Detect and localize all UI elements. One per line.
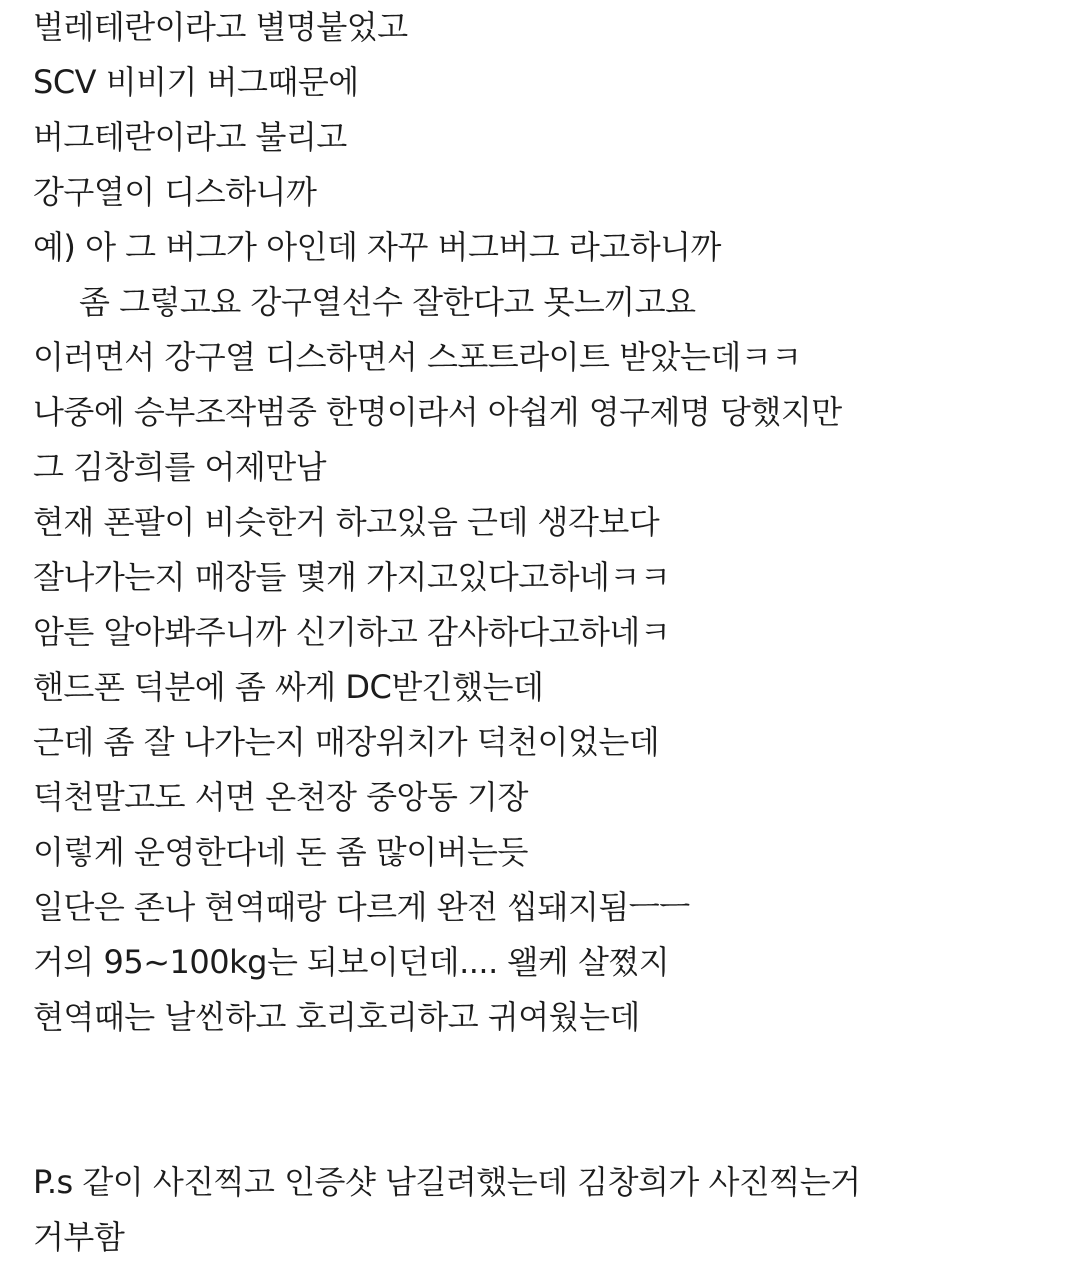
post-line: SCV 비비기 버그때문에 — [33, 63, 359, 101]
post-line: 현역때는 날씬하고 호리호리하고 귀여웠는데 — [33, 998, 640, 1036]
post-line: 그 김창희를 어제만남 — [33, 448, 327, 486]
post-line-indented: 좀 그렇고요 강구열선수 잘한다고 못느끼고요 — [79, 283, 696, 321]
post-line: 현재 폰팔이 비슷한거 하고있음 근데 생각보다 — [33, 503, 660, 541]
post-line: 이렇게 운영한다네 돈 좀 많이버는듯 — [33, 833, 528, 871]
post-line: 근데 좀 잘 나가는지 매장위치가 덕천이었는데 — [33, 723, 660, 761]
post-body — [33, 0, 1063, 1265]
post-line: 버그테란이라고 불리고 — [33, 118, 347, 156]
post-line: 거의 95~100kg는 되보이던데.... 왤케 살쪘지 — [33, 943, 670, 981]
post-line: 이러면서 강구열 디스하면서 스포트라이트 받았는데ㅋㅋ — [33, 338, 802, 376]
post-line: 예) 아 그 버그가 아인데 자꾸 버그버그 라고하니까 — [33, 228, 721, 266]
post-line: 잘나가는지 매장들 몇개 가지고있다고하네ㅋㅋ — [33, 558, 671, 596]
post-line: 일단은 존나 현역때랑 다르게 완전 씹돼지됨ㅡㅡ — [33, 888, 690, 926]
post-line: 나중에 승부조작범중 한명이라서 아쉽게 영구제명 당했지만 — [33, 393, 842, 431]
post-line: 덕천말고도 서면 온천장 중앙동 기장 — [33, 778, 528, 816]
paragraph-gap — [33, 1045, 1063, 1155]
post-line: 벌레테란이라고 별명붙었고 — [33, 8, 408, 46]
post-line: 강구열이 디스하니까 — [33, 173, 317, 211]
post-line: 암튼 알아봐주니까 신기하고 감사하다고하네ㅋ — [33, 613, 671, 651]
ps-line: P.s 같이 사진찍고 인증샷 남길려했는데 김창희가 사진찍는거 — [33, 1163, 861, 1201]
post-line: 핸드폰 덕분에 좀 싸게 DC받긴했는데 — [33, 668, 544, 706]
ps-line: 거부함 — [33, 1218, 125, 1256]
